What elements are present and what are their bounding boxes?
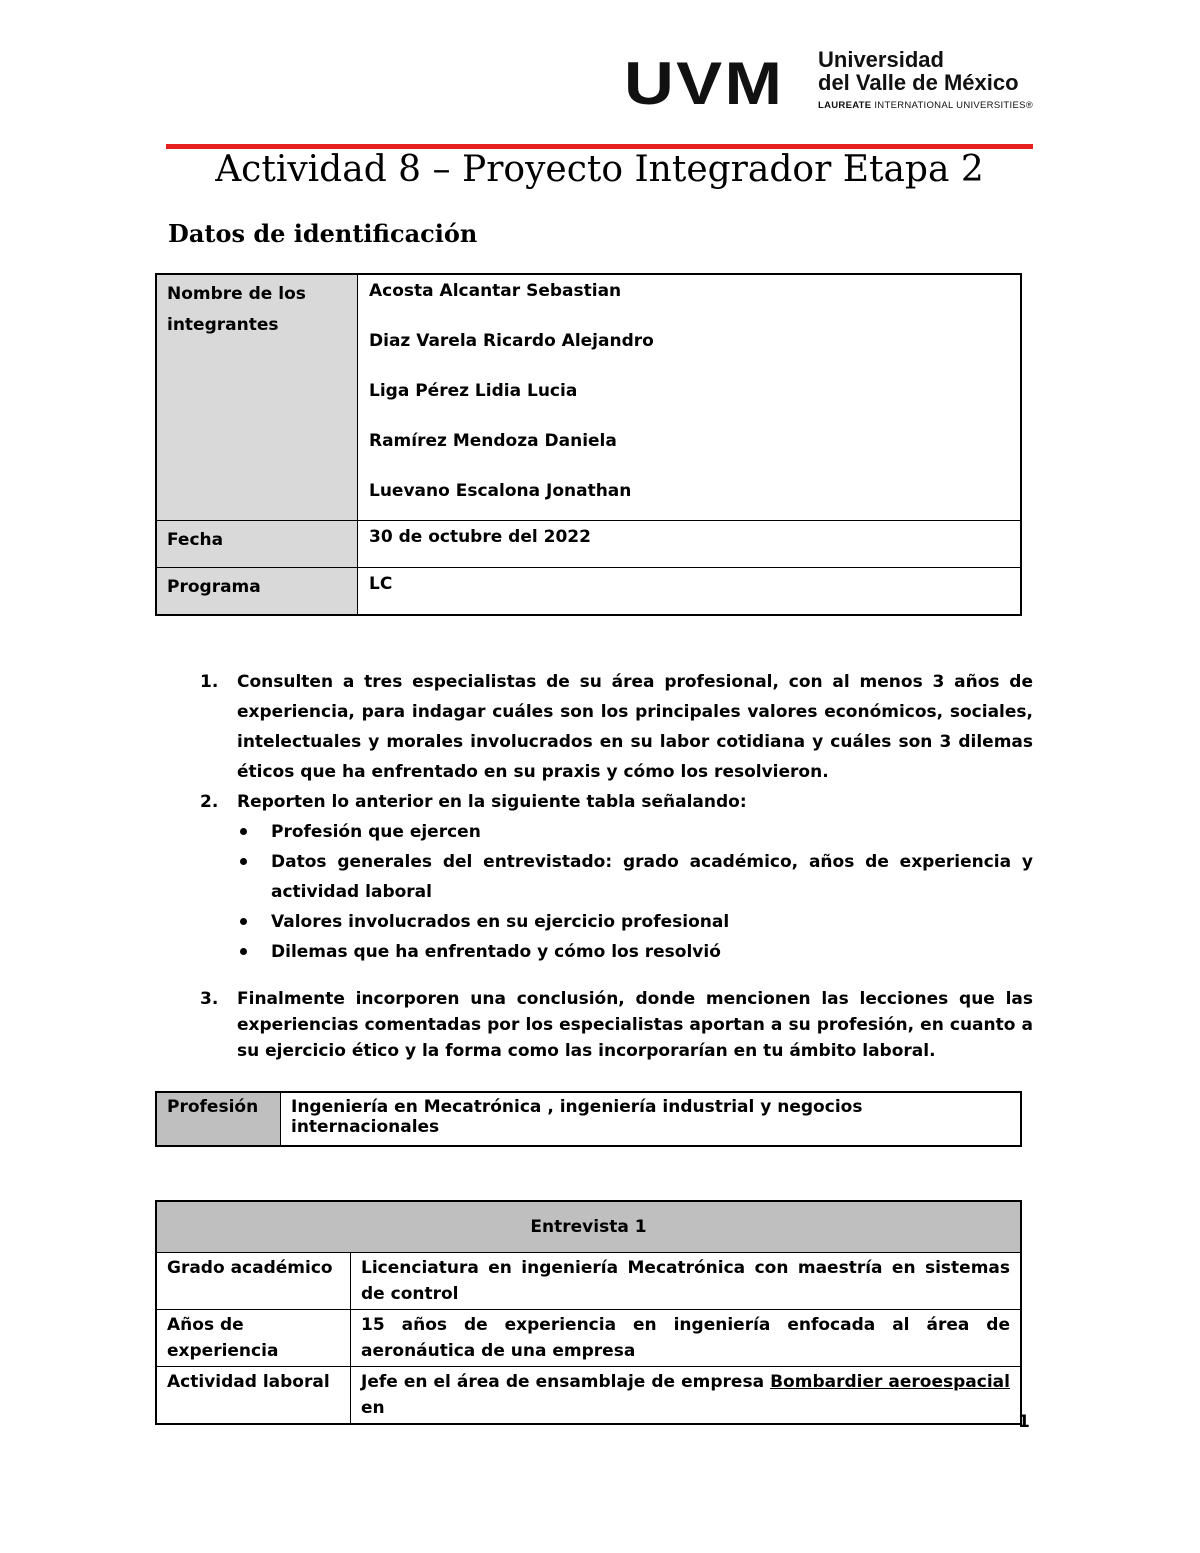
uvm-logo [624,46,1034,116]
list-item: Dilemas que ha enfrentado y cómo los resolvió [271,937,1033,967]
step-text: Finalmente incorporen una conclusión, donde mencionen las lecciones que las experiencias comentadas por los especialistas aportan a su profesión, en cuanto a su ejercicio ético y la forma como las incorporarían en tu ámbito laboral. [237,989,1033,1061]
table-row [156,274,1021,521]
member-name: Acosta Alcantar Sebastian [369,281,622,301]
table-row [156,1092,1021,1146]
list-item: Datos generales del entrevistado: grado académico, años de experiencia y actividad laboral [271,847,1033,907]
members-label: Nombre de los integrantes [156,274,358,521]
page-number: 1 [1018,1412,1030,1432]
step-text: Reporten lo anterior en la siguiente tabla señalando: [237,792,747,812]
work-activity-text: Jefe en el área de ensamblaje de empresa [361,1372,771,1392]
step-number: 3. [200,989,219,1009]
table-row [156,568,1021,616]
logo-tagline: LAUREATE INTERNATIONAL UNIVERSITIES® [818,100,1034,111]
academic-degree-label: Grado académico [156,1253,351,1310]
list-item: Profesión que ejercen [271,817,1033,847]
experience-value: 15 años de experiencia en ingeniería enfocada al área de aeronáutica de una empresa [351,1310,1022,1367]
table-header-row [156,1201,1021,1253]
step-text: Consulten a tres especialistas de su área profesional, con al menos 3 años de experiencia, para indagar cuáles son los principales valores económicos, sociales, intelectuales y morales involucrados en su labor cotidiana y cuáles son 3 dilemas éticos que ha enfrentado en su praxis y cómo los resolvieron. [237,672,1033,782]
table-row [156,1310,1021,1367]
program-value: LC [358,568,1022,616]
program-label: Programa [156,568,358,616]
date-label: Fecha [156,521,358,568]
instruction-step-3 [200,986,1033,1064]
date-value: 30 de octubre del 2022 [358,521,1022,568]
table-row [156,1367,1021,1425]
member-name: Diaz Varela Ricardo Alejandro [369,331,654,351]
table-row [156,1253,1021,1310]
work-activity-value [351,1367,1022,1425]
bullet-list [200,817,1033,967]
academic-degree-value: Licenciatura en ingeniería Mecatrónica con maestría en sistemas de control [351,1253,1022,1310]
step-number: 1. [200,672,219,692]
work-activity-text-end: en [361,1398,385,1418]
logo-mark: UVM [624,50,785,117]
table-row [156,521,1021,568]
document-title: Actividad 8 – Proyecto Integrador Etapa 2 [215,149,984,190]
profession-value: Ingeniería en Mecatrónica , ingeniería industrial y negocios internacionales [281,1092,1022,1146]
step-number: 2. [200,792,219,812]
section-heading: Datos de identificación [168,219,478,248]
member-name: Liga Pérez Lidia Lucia [369,381,578,401]
member-name: Luevano Escalona Jonathan [369,481,632,501]
instruction-step-2 [200,787,1033,817]
work-activity-label: Actividad laboral [156,1367,351,1425]
profession-label: Profesión [156,1092,281,1146]
experience-label: Años de experiencia [156,1310,351,1367]
logo-university-name-line2: del Valle de México [818,70,1019,95]
member-name: Ramírez Mendoza Daniela [369,431,617,451]
instructions-list [200,667,1033,1064]
logo-university-name-line1: Universidad [818,47,944,72]
instruction-step-1 [200,667,1033,787]
interview-header: Entrevista 1 [156,1201,1021,1253]
interview-table [155,1200,1022,1425]
profession-table [155,1091,1022,1147]
company-link[interactable]: Bombardier aeroespacial [770,1372,1010,1392]
members-cell [358,274,1022,521]
identification-table [155,273,1022,616]
list-item: Valores involucrados en su ejercicio profesional [271,907,1033,937]
